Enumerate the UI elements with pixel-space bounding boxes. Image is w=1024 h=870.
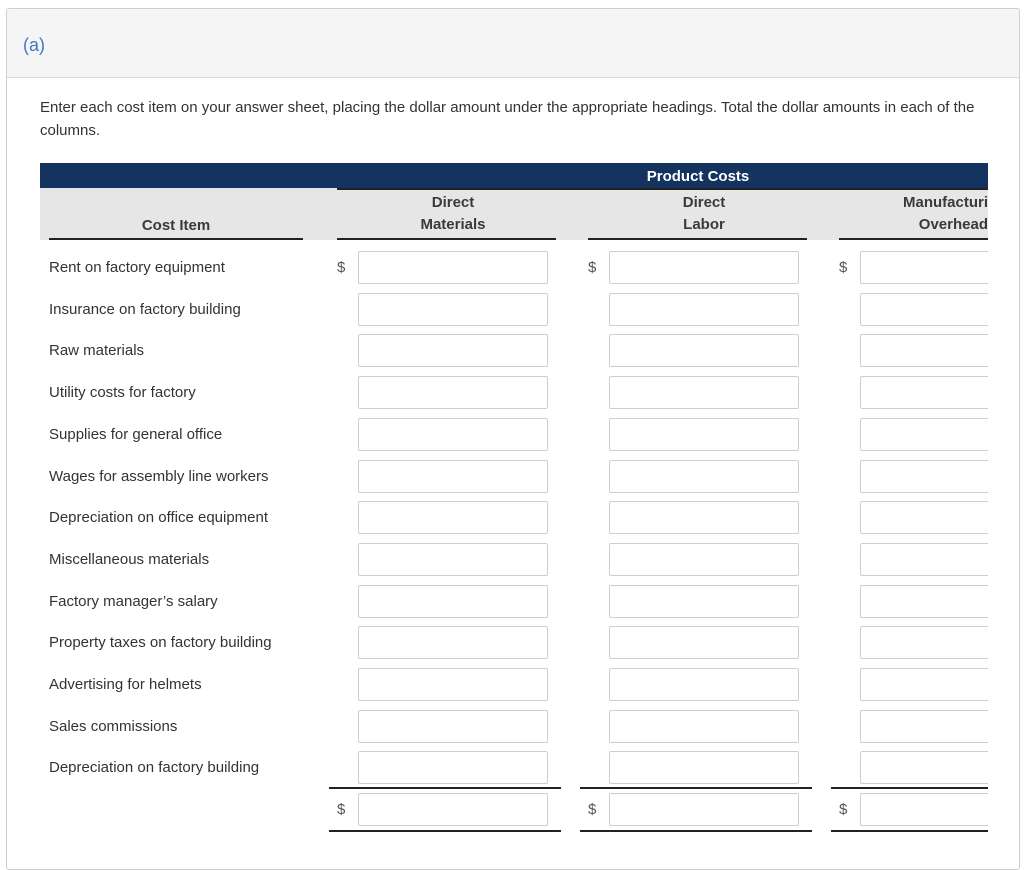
direct-labor-input[interactable] bbox=[609, 418, 799, 451]
cost-item-label: Raw materials bbox=[49, 342, 145, 360]
cost-item-label: Property taxes on factory building bbox=[49, 634, 272, 652]
manufacturing-overhead-input[interactable] bbox=[860, 293, 988, 326]
direct-materials-input[interactable] bbox=[358, 460, 548, 493]
cost-classification-table bbox=[40, 163, 988, 870]
direct-labor-input[interactable] bbox=[609, 626, 799, 659]
direct-labor-input[interactable] bbox=[609, 293, 799, 326]
direct-labor-input[interactable] bbox=[609, 334, 799, 367]
product-costs-header: Product Costs bbox=[646, 168, 750, 185]
direct-materials-input[interactable] bbox=[358, 376, 548, 409]
direct-materials-input[interactable] bbox=[358, 543, 548, 576]
direct-labor-total-input[interactable] bbox=[609, 793, 799, 826]
direct-labor-input[interactable] bbox=[609, 460, 799, 493]
direct-materials-input[interactable] bbox=[358, 626, 548, 659]
direct-materials-input[interactable] bbox=[358, 251, 548, 284]
direct-materials-input[interactable] bbox=[358, 585, 548, 618]
part-label: (a) bbox=[23, 35, 45, 55]
direct-labor-input[interactable] bbox=[609, 710, 799, 743]
manufacturing-overhead-input[interactable] bbox=[860, 376, 988, 409]
dollar-sign: $ bbox=[588, 259, 597, 276]
manufacturing-overhead-input[interactable] bbox=[860, 334, 988, 367]
direct-labor-header: Direct Labor bbox=[682, 194, 726, 233]
manufacturing-overhead-input[interactable] bbox=[860, 460, 988, 493]
direct-labor-input[interactable] bbox=[609, 376, 799, 409]
direct-labor-total-bottom-rule bbox=[580, 830, 812, 832]
manufacturing-overhead-input[interactable] bbox=[860, 710, 988, 743]
direct-materials-header: Direct Materials bbox=[420, 194, 486, 233]
direct-labor-total-top-rule bbox=[580, 787, 812, 789]
cost-item-underline bbox=[49, 238, 303, 240]
manufacturing-overhead-input[interactable] bbox=[860, 585, 988, 618]
product-costs-underline bbox=[337, 188, 988, 190]
direct-materials-input[interactable] bbox=[358, 293, 548, 326]
direct-labor-input[interactable] bbox=[609, 251, 799, 284]
manufacturing-overhead-input[interactable] bbox=[860, 751, 988, 784]
direct-labor-input[interactable] bbox=[609, 585, 799, 618]
dollar-sign: $ bbox=[337, 259, 346, 276]
cost-item-label: Miscellaneous materials bbox=[49, 550, 210, 568]
direct-labor-input[interactable] bbox=[609, 501, 799, 534]
direct-labor-input[interactable] bbox=[609, 668, 799, 701]
direct-materials-underline bbox=[337, 238, 556, 240]
direct-materials-total-input[interactable] bbox=[358, 793, 548, 826]
direct-labor-input[interactable] bbox=[609, 543, 799, 576]
question-part-header bbox=[7, 9, 1019, 78]
total-dollar-sign: $ bbox=[337, 801, 346, 818]
cost-item-label: Insurance on factory building bbox=[49, 300, 241, 318]
direct-labor-input[interactable] bbox=[609, 751, 799, 784]
cost-item-label: Depreciation on office equipment bbox=[49, 509, 269, 527]
manufacturing-overhead-input[interactable] bbox=[860, 543, 988, 576]
cost-item-label: Supplies for general office bbox=[49, 425, 223, 443]
manufacturing-overhead-total-input[interactable] bbox=[860, 793, 988, 826]
cost-item-label: Utility costs for factory bbox=[49, 384, 196, 402]
direct-labor-underline bbox=[588, 238, 807, 240]
direct-materials-input[interactable] bbox=[358, 668, 548, 701]
cost-item-label: Advertising for helmets bbox=[49, 676, 202, 693]
direct-materials-input[interactable] bbox=[358, 334, 548, 367]
direct-materials-total-top-rule bbox=[329, 787, 561, 789]
manufacturing-overhead-underline bbox=[839, 238, 988, 240]
manufacturing-overhead-header: Manufacturi Overhead bbox=[902, 194, 988, 233]
manufacturing-overhead-input[interactable] bbox=[860, 626, 988, 659]
manufacturing-overhead-total-top-rule bbox=[831, 787, 988, 789]
cost-item-label: Rent on factory equipment bbox=[49, 259, 225, 276]
cost-item-label: Factory manager’s salary bbox=[49, 592, 218, 610]
manufacturing-overhead-input[interactable] bbox=[860, 668, 988, 701]
cost-item-label: Depreciation on factory building bbox=[49, 759, 260, 777]
dollar-sign: $ bbox=[839, 259, 848, 276]
header-band bbox=[40, 163, 988, 188]
total-dollar-sign: $ bbox=[839, 801, 848, 818]
total-dollar-sign: $ bbox=[588, 801, 597, 818]
direct-materials-input[interactable] bbox=[358, 418, 548, 451]
manufacturing-overhead-total-bottom-rule bbox=[831, 830, 988, 832]
direct-materials-input[interactable] bbox=[358, 751, 548, 784]
direct-materials-input[interactable] bbox=[358, 710, 548, 743]
cost-item-label: Wages for assembly line workers bbox=[49, 467, 269, 485]
manufacturing-overhead-input[interactable] bbox=[860, 251, 988, 284]
cost-item-label: Sales commissions bbox=[49, 717, 178, 735]
instructions-text: Enter each cost item on your answer sheet, placing the dollar amount under the appropriate headings. Total the dollar amounts in each of the columns. bbox=[40, 99, 975, 139]
manufacturing-overhead-input[interactable] bbox=[860, 418, 988, 451]
direct-materials-total-bottom-rule bbox=[329, 830, 561, 832]
direct-materials-input[interactable] bbox=[358, 501, 548, 534]
manufacturing-overhead-input[interactable] bbox=[860, 501, 988, 534]
cost-item-header: Cost Item bbox=[141, 217, 211, 234]
question-card bbox=[6, 8, 1020, 870]
